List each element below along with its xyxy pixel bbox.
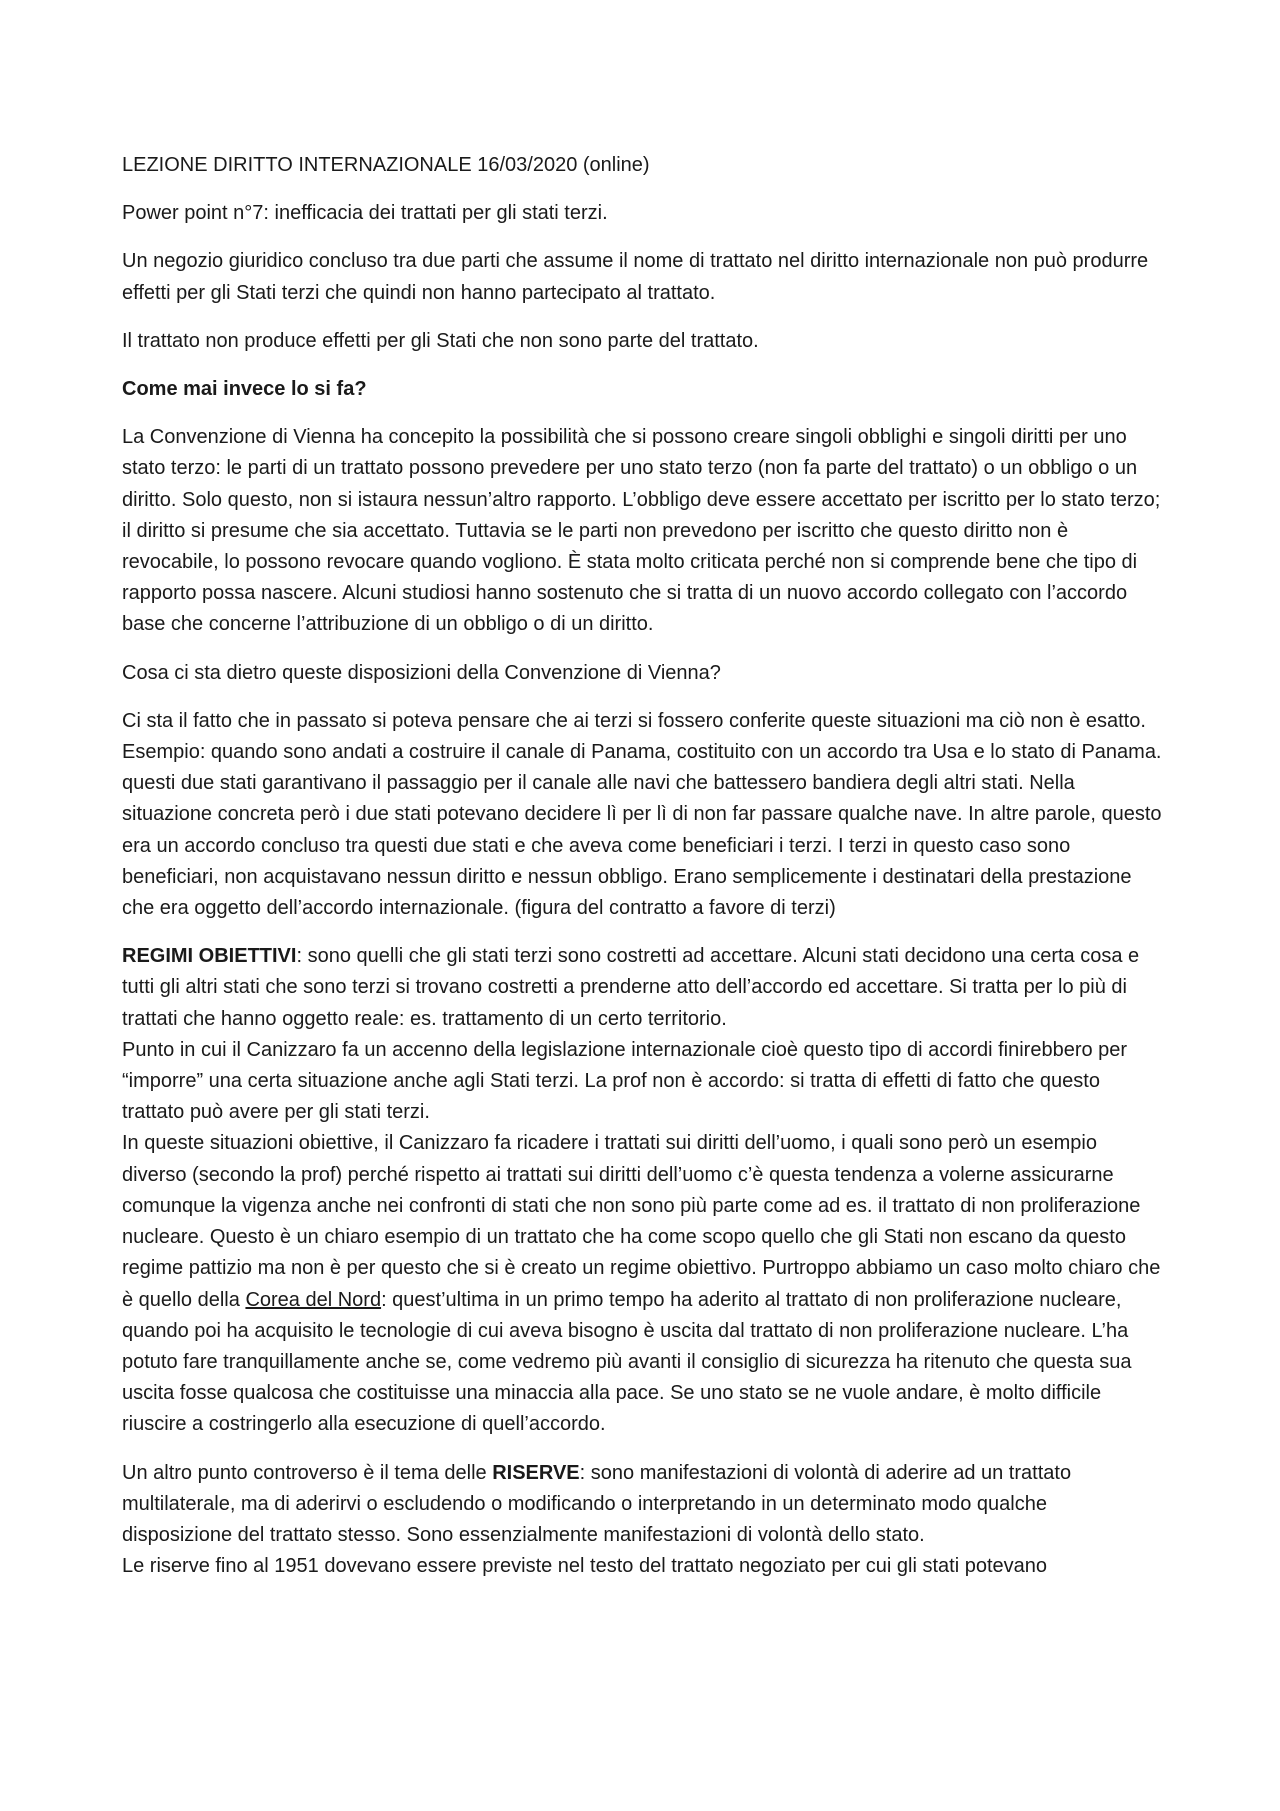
paragraph-intro: Un negozio giuridico concluso tra due parti che assume il nome di trattato nel diritto internazionale non può produrre effetti per gli Stati terzi che quindi non hanno partecipato al trattato.: [122, 250, 1149, 304]
north-korea-link[interactable]: Corea del Nord: [245, 1288, 382, 1311]
paragraph-human-rights: [122, 1128, 1162, 1440]
paragraph-canizzaro: Punto in cui il Canizzaro fa un accenno della legislazione internazionale cioè questo tipo di accordi finirebbero per “imporre” una certa situazione anche agli Stati terzi. La prof non è accordo: si tratta di effetti di fatto che questo trattato può avere per gli stati terzi.: [122, 1038, 1128, 1124]
lesson-heading: LEZIONE DIRITTO INTERNAZIONALE 16/03/2020 (online): [122, 154, 650, 176]
paragraph-effects: Il trattato non produce effetti per gli Stati che non sono parte del trattato.: [122, 329, 759, 352]
paragraph-riserve-1951: Le riserve fino al 1951 dovevano essere previste nel testo del trattato negoziato per cui gli stati potevano: [122, 1555, 1048, 1578]
regimi-term: REGIMI OBIETTIVI: [122, 945, 297, 968]
paragraph-vienna: La Convenzione di Vienna ha concepito la possibilità che si possono creare singoli obblighi e singoli diritti per uno stato terzo: le parti di un trattato possono prevedere per uno stato terzo (non fa parte del trattato) o un obbligo o un diritto. Solo questo, non si istaura nessun’altro rapporto. L’obbligo deve essere accettato per iscritto per lo stato terzo; il diritto si presume che sia accettato. Tuttavia se le parti non prevedono per iscritto che questo diritto non è revocabile, lo possono revocare quando vogliono. È stata molto criticata perché non si comprende bene che tipo di rapporto possa nascere. Alcuni studiosi hanno sostenuto che si tratta di un nuovo accordo collegato con l’accordo base che concerne l’attribuzione di un obbligo o di un diritto.: [122, 426, 1161, 636]
lesson-subheading: Power point n°7: inefficacia dei trattati per gli stati terzi.: [122, 202, 608, 225]
human-rights-text: In queste situazioni obiettive, il Canizzaro fa ricadere i trattati sui diritti dell’uomo, i quali sono però un esempio diverso (secondo la prof) perché rispetto ai trattati sui diritti dell’uomo c’è questa tendenza a volerne assicurarne comunque la vigenza anche nei confronti di stati che non sono più parte come ad es. il trattato di non proliferazione nucleare. Questo è un chiaro esempio di un trattato che ha come scopo quello che gli Stati non escano da questo regime pattizio ma non è per questo che si è creato un regime obiettivo. Purtroppo abbiamo un caso molto chiaro che è quello della: [122, 1132, 1161, 1311]
question-vienna: Cosa ci sta dietro queste disposizioni della Convenzione di Vienna?: [122, 661, 721, 684]
regimi-text: : sono quelli che gli stati terzi sono costretti ad accettare. Alcuni stati decidono una certa cosa e tutti gli altri stati che sono terzi si trovano costretti a prenderne atto dell’accordo ed accettare. Si tratta per lo più di trattati che hanno oggetto reale: es. trattamento di un certo territorio.: [122, 945, 1140, 1030]
question-text: Come mai invece lo si fa?: [122, 378, 367, 401]
riserve-text: : sono manifestazioni di volontà di aderire ad un trattato multilaterale, ma di aderirvi o escludendo o modificando o interpretando in un determinato modo qualche disposizione del trattato stesso. Sono essenzialmente manifestazioni di volontà dello stato.: [122, 1461, 1072, 1546]
riserve-term: RISERVE: [492, 1461, 580, 1484]
paragraph-riserve: [122, 1458, 1162, 1552]
paragraph-regimi: [122, 941, 1162, 1035]
riserve-intro: Un altro punto controverso è il tema delle: [122, 1461, 493, 1484]
document-body: [122, 150, 1162, 1582]
paragraph-panama: Ci sta il fatto che in passato si poteva pensare che ai terzi si fossero conferite queste situazioni ma ciò non è esatto. Esempio: quando sono andati a costruire il canale di Panama, costituito con un accordo tra Usa e lo stato di Panama. questi due stati garantivano il passaggio per il canale alle navi che battessero bandiera degli altri stati. Nella situazione concreta però i due stati potevano decidere lì per lì di non far passare qualche nave. In altre parole, questo era un accordo concluso tra questi due stati e che aveva come beneficiari i terzi. I terzi in questo caso sono beneficiari, non acquistavano nessun diritto e nessun obbligo. Erano semplicemente i destinatari della prestazione che era oggetto dell’accordo internazionale. (figura del contratto a favore di terzi): [122, 709, 1162, 920]
question-heading: [122, 374, 1162, 405]
north-korea-text: : quest’ultima in un primo tempo ha aderito al trattato di non proliferazione nucleare, quando poi ha acquisito le tecnologie di cui aveva bisogno è uscita dal trattato di non proliferazione nucleare. L’ha potuto fare tranquillamente anche se, come vedremo più avanti il consiglio di sicurezza ha ritenuto che questa sua uscita fosse qualcosa che costituisse una minaccia alla pace. Se uno stato se ne vuole andare, è molto difficile riuscire a costringerlo alla esecuzione di quell’accordo.: [122, 1288, 1132, 1436]
